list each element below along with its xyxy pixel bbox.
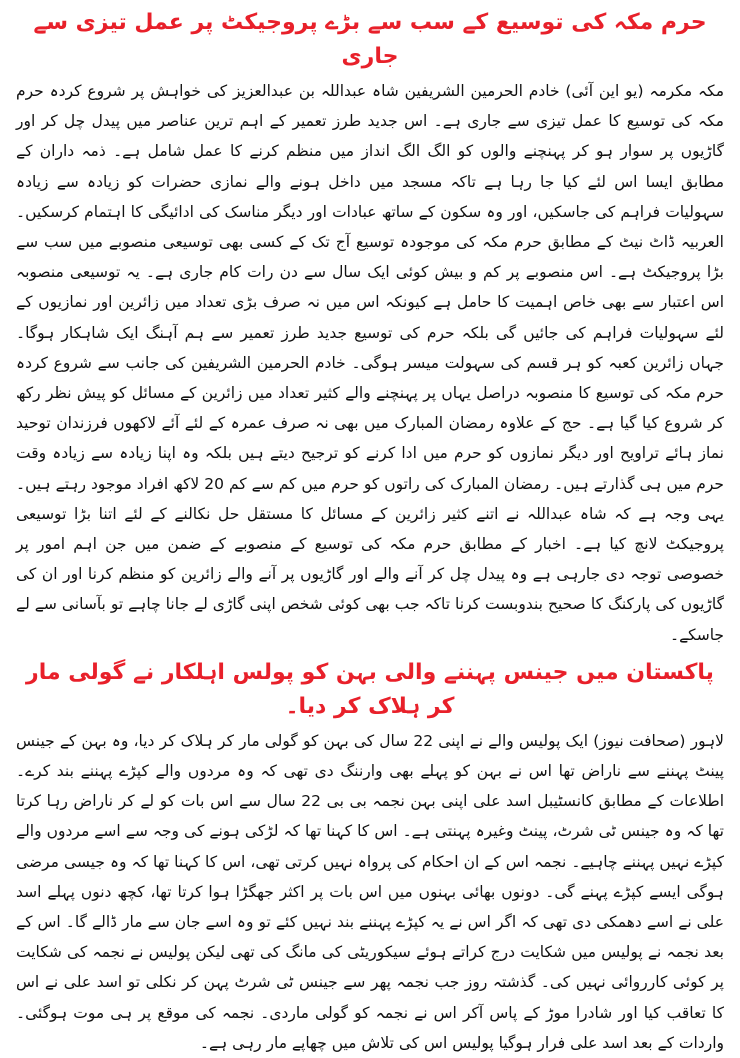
article-2-body: لاہور (صحافت نیوز) ایک پولیس والے نے اپنی 22 سال کی بہن کو گولی مار کر ہلاک کر دیا، وہ بہن کے جینس پینٹ پہننے سے ناراض تھا اس نے بہن کو پہلے بھی وارننگ دی تھی کہ وہ مردوں والے کپڑے پہننے بند کرے۔ اطلاعات کے مطابق کانسٹیبل اسد علی اپنی بہن نجمہ بی بی 22 سال سے اس بات کو لے کر ناراض رہا کرتا تھا کہ وہ جینس ٹی شرٹ، پینٹ وغیرہ پہنتی ہے۔ اس کا کہنا تھا کہ لڑکی ہونے کی وجہ سے اسے مردوں والے کپڑے نہیں پہننے چاہیے۔ نجمہ اس کے ان احکام کی پرواہ نہیں کرتی تھی، اس کا کہنا تھا کہ وہ جیسی مرضی ہوگی ایسے کپڑے پہنے گی۔ دونوں بھائی بہنوں میں اس بات پر اکثر جھگڑا ہوا کرتا تھا، کچھ دنوں پہلے اسد علی نے اسے دھمکی دی تھی کہ اگر اس نے یہ کپڑے پہننے بند نہیں کئے تو وہ اسے جان سے مار ڈالے گا۔ اس کے بعد نجمہ نے پولیس میں شکایت درج کراتے ہوئے سیکوریٹی کی مانگ کی تھی لیکن پولیس نے نجمہ کی شکایت پر کوئی کارروائی نہیں کی۔ گذشتہ روز جب نجمہ پھر سے جینس ٹی شرٹ پہن کر نکلی تو اسد علی نے اس کا تعاقب کیا اور شادرا موڑ کے پاس آکر اس نے نجمہ کو گولی ماردی۔ نجمہ کی موقع پر ہی موت ہوگئی۔ واردات کے بعد اسد علی فرار ہوگیا پولیس اس کی تلاش میں چھاپے مار رہی ہے۔	[16, 731, 724, 1052]
article-1-headline: حرم مکہ کی توسیع کے سب سے بڑے پروجیکٹ پر عمل تیزی سے جاری	[33, 10, 707, 69]
article-2-headline: پاکستان میں جینس پہننے والی بہن کو پولس اہلکار نے گولی مار کر ہلاک کر دیا۔	[26, 659, 714, 719]
article-1-body: مکہ مکرمہ (یو این آئی) خادم الحرمین الشریفین شاہ عبداللہ بن عبدالعزیز کی خواہش پر شروع کردہ حرم مکہ کی توسیع کا عمل تیزی سے جاری ہے۔ اس جدید طرز تعمیر کے اہم ترین عناصر میں پیدل چل کر اور گاڑیوں پر سوار ہو کر پہنچنے والوں کو الگ الگ انداز میں منظم کرنے کا عمل شامل ہے۔ ذمہ داران کے مطابق ایسا اس لئے کیا جا رہا ہے تاکہ مسجد میں داخل ہونے والے نمازی حضرات کو زیادہ سے زیادہ سہولیات فراہم کی جاسکیں، اور وہ سکون کے ساتھ عبادات اور دیگر مناسک کی ادائیگی کا اہتمام کرسکیں۔ العربیہ ڈاٹ نیٹ کے مطابق حرم مکہ کی موجودہ توسیع آج تک کے کسی بھی توسیعی منصوبے میں سب سے بڑا پروجیکٹ ہے۔ اس منصوبے پر کم و بیش کوئی ایک سال سے دن رات کام جاری ہے۔ یہ توسیعی منصوبہ اس اعتبار سے بھی خاص اہمیت کا حامل ہے کیونکہ اس میں نہ صرف بڑی تعداد میں زائرین اور نمازیوں کے لئے سہولیات فراہم کی جائیں گی بلکہ حرم کی توسیع جدید طرز تعمیر سے ہم آہنگ ایک شاہکار ہوگا۔ جہاں زائرین کعبہ کو ہر قسم کی سہولت میسر ہوگی۔ خادم الحرمین الشریفین کی جانب سے شروع کردہ حرم مکہ کی توسیع کا منصوبہ دراصل یہاں پر پہنچنے والے کثیر تعداد میں زائرین کے مسائل کو پیش نظر رکھ کر شروع کیا گیا ہے۔ حج کے علاوہ رمضان المبارک میں بھی نہ صرف عمرہ کے لئے آئے لاکھوں فرزندان توحید نماز ہائے تراویح اور دیگر نمازوں کو حرم میں ادا کرنے کو ترجیح دیتے ہیں بلکہ وہ اپنا زیادہ سے زیادہ وقت حرم میں ہی گذارتے ہیں۔ رمضان المبارک کی راتوں کو حرم میں کم سے کم 20 لاکھ افراد موجود رہتے ہیں۔ یہی وجہ ہے کہ شاہ عبداللہ نے اتنے کثیر زائرین کے مسائل کا مستقل حل نکالنے کے لئے اتنا بڑا توسیعی پروجیکٹ لانچ کیا ہے۔ اخبار کے مطابق حرم مکہ کی توسیع کے منصوبے کے ضمن میں جن اہم امور پر خصوصی توجہ دی جارہی ہے وہ پیدل چل کر آنے والے اور گاڑیوں پر آنے والے زائرین کو منظم کرنا اور ان کی گاڑیوں کی پارکنگ کا صحیح بندوبست کرنا تاکہ جب بھی کوئی شخص اپنی گاڑی لے جانا چاہے تو بآسانی سے لے جاسکے۔	[16, 82, 724, 644]
